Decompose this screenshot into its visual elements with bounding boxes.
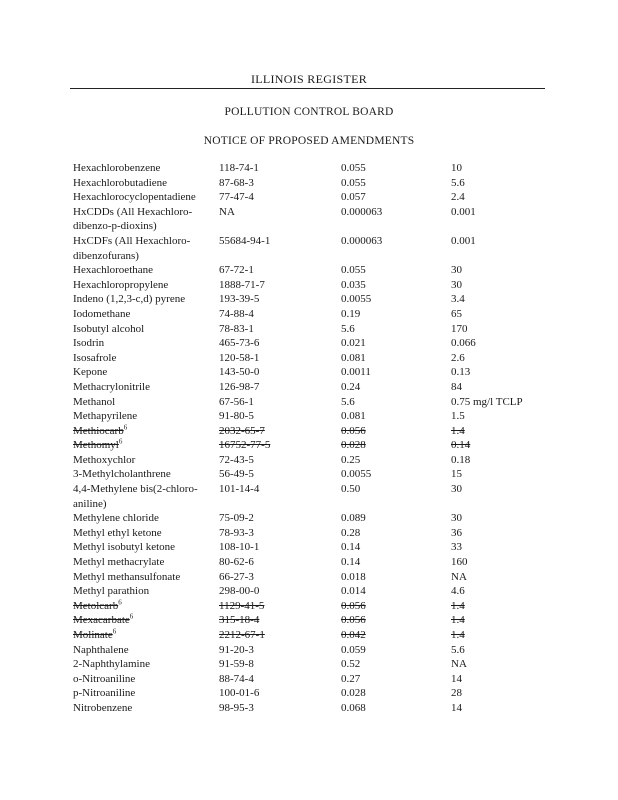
wastewater-standard: 0.28 xyxy=(341,526,361,539)
nonwastewater-standard: 30 xyxy=(451,483,462,496)
constituent-name xyxy=(73,453,219,468)
footnote-marker: 6 xyxy=(123,423,128,432)
wastewater-standard: 0.27 xyxy=(341,672,361,685)
table-row xyxy=(73,322,571,337)
cas-number: 80-62-6 xyxy=(219,556,254,569)
wastewater-standard: 0.055 xyxy=(341,264,366,277)
notice-title: NOTICE OF PROPOSED AMENDMENTS xyxy=(203,135,415,147)
wastewater-standard: 0.0055 xyxy=(341,468,372,481)
constituent-name-text: Methacrylonitrile xyxy=(73,380,150,393)
constituent-name-text: Methylene chloride xyxy=(73,512,159,525)
register-title: ILLINOIS REGISTER xyxy=(250,72,368,86)
constituent-name-text: Indeno (1,2,3-c,d) pyrene xyxy=(73,293,186,306)
nonwastewater-standard: 0.14 xyxy=(451,439,471,452)
constituent-name-text: 2-Naphthylamine xyxy=(73,658,150,671)
wastewater-standard: 0.021 xyxy=(341,337,366,350)
constituent-name xyxy=(73,628,219,643)
cas-number: 2032-65-7 xyxy=(219,424,265,437)
nonwastewater-standard: 1.4 xyxy=(451,424,465,437)
constituent-name-text: Hexachloropropylene xyxy=(73,278,169,291)
constituent-name xyxy=(73,511,219,526)
nonwastewater-standard: 170 xyxy=(451,322,468,335)
cas-number: 78-83-1 xyxy=(219,322,254,335)
constituent-table xyxy=(73,161,571,716)
nonwastewater-standard: 14 xyxy=(451,701,462,714)
wastewater-standard: 0.081 xyxy=(341,410,366,423)
table-row xyxy=(73,380,571,395)
constituent-name-text: Hexachlorobenzene xyxy=(73,162,161,174)
table-row xyxy=(73,438,571,453)
wastewater-standard: 0.000063 xyxy=(341,205,383,218)
constituent-name-text: Naphthalene xyxy=(73,643,129,656)
nonwastewater-standard: 2.4 xyxy=(451,191,465,204)
constituent-name xyxy=(73,438,219,453)
constituent-name xyxy=(73,643,219,658)
constituent-name xyxy=(73,555,219,570)
nonwastewater-standard: 33 xyxy=(451,541,462,554)
wastewater-standard: 0.000063 xyxy=(341,234,383,247)
table-row xyxy=(73,555,571,570)
table-row xyxy=(73,205,571,234)
cas-number: 193-39-5 xyxy=(219,293,260,306)
wastewater-standard: 0.25 xyxy=(341,453,361,466)
cas-number: 16752-77-5 xyxy=(219,439,271,452)
wastewater-standard: 0.24 xyxy=(341,380,361,393)
wastewater-standard: 0.50 xyxy=(341,483,361,496)
table-row xyxy=(73,540,571,555)
wastewater-standard: 0.059 xyxy=(341,643,366,656)
cas-number: 91-80-5 xyxy=(219,410,254,423)
constituent-name xyxy=(73,657,219,672)
constituent-name xyxy=(73,424,219,439)
constituent-name-text: HxCDFs (All Hexachloro-dibenzofurans) xyxy=(73,234,191,262)
nonwastewater-standard: 1.4 xyxy=(451,614,465,627)
wastewater-standard: 0.0011 xyxy=(341,366,371,379)
constituent-name xyxy=(73,599,219,614)
constituent-name xyxy=(73,672,219,687)
constituent-name-text: Nitrobenzene xyxy=(73,701,133,714)
nonwastewater-standard: 1.4 xyxy=(451,629,465,641)
nonwastewater-standard: NA xyxy=(451,570,467,583)
constituent-name-text: Methyl isobutyl ketone xyxy=(73,541,176,554)
wastewater-standard: 0.028 xyxy=(341,439,366,452)
nonwastewater-standard: 0.13 xyxy=(451,366,471,379)
table-row xyxy=(73,351,571,366)
nonwastewater-standard: 30 xyxy=(451,264,462,277)
constituent-name xyxy=(73,409,219,424)
constituent-name-text: Isosafrole xyxy=(73,351,117,364)
nonwastewater-standard: 10 xyxy=(451,162,462,174)
cas-number: 143-50-0 xyxy=(219,366,260,379)
constituent-name xyxy=(73,365,219,380)
constituent-name-text: Hexachlorocyclopentadiene xyxy=(73,191,196,204)
wastewater-standard: 0.056 xyxy=(341,424,366,437)
table-row xyxy=(73,657,571,672)
table-row xyxy=(73,701,571,716)
table-row xyxy=(73,409,571,424)
cas-number: 67-56-1 xyxy=(219,395,254,408)
constituent-name-text: Mexacarbate xyxy=(73,614,130,627)
cas-number: 91-20-3 xyxy=(219,643,254,656)
table-row xyxy=(73,613,571,628)
wastewater-standard: 0.056 xyxy=(341,614,366,627)
cas-number: 72-43-5 xyxy=(219,453,254,466)
footnote-marker: 6 xyxy=(118,437,123,446)
constituent-name-text: Methoxychlor xyxy=(73,453,136,466)
constituent-name-text: Methiocarb xyxy=(73,424,124,437)
constituent-name-text: Methyl methacrylate xyxy=(73,556,165,569)
constituent-name xyxy=(73,322,219,337)
constituent-name xyxy=(73,278,219,293)
cas-number: 77-47-4 xyxy=(219,191,254,204)
cas-number: 55684-94-1 xyxy=(219,234,271,247)
nonwastewater-standard: NA xyxy=(451,658,467,671)
constituent-name-text: Methyl parathion xyxy=(73,585,150,598)
constituent-name xyxy=(73,380,219,395)
table-row xyxy=(73,278,571,293)
constituent-name xyxy=(73,526,219,541)
constituent-name-text: Hexachloroethane xyxy=(73,264,154,277)
nonwastewater-standard: 15 xyxy=(451,468,462,481)
nonwastewater-standard: 3.4 xyxy=(451,293,465,306)
constituent-name-text: Isobutyl alcohol xyxy=(73,322,145,335)
cas-number: 1888-71-7 xyxy=(219,278,265,291)
constituent-name-text: Isodrin xyxy=(73,337,105,350)
table-row xyxy=(73,482,571,511)
constituent-name xyxy=(73,161,219,176)
wastewater-standard: 0.081 xyxy=(341,351,366,364)
cas-number: 56-49-5 xyxy=(219,468,254,481)
cas-number: 87-68-3 xyxy=(219,176,254,189)
constituent-name-text: Methomyl xyxy=(73,439,119,452)
constituent-name xyxy=(73,701,219,716)
cas-number: 1129-41-5 xyxy=(219,599,265,612)
constituent-name xyxy=(73,613,219,628)
wastewater-standard: 0.0055 xyxy=(341,293,372,306)
constituent-name-text: Iodomethane xyxy=(73,307,131,320)
nonwastewater-standard: 5.6 xyxy=(451,643,465,656)
wastewater-standard: 0.19 xyxy=(341,307,361,320)
nonwastewater-standard: 28 xyxy=(451,687,462,700)
wastewater-standard: 0.057 xyxy=(341,191,366,204)
wastewater-standard: 0.14 xyxy=(341,556,361,569)
cas-number: 66-27-3 xyxy=(219,570,254,583)
nonwastewater-standard: 0.066 xyxy=(451,337,476,350)
constituent-name xyxy=(73,176,219,191)
constituent-name xyxy=(73,190,219,205)
table-row xyxy=(73,584,571,599)
constituent-name-text: Methanol xyxy=(73,395,116,408)
cas-number: 120-58-1 xyxy=(219,351,260,364)
constituent-name-text: p-Nitroaniline xyxy=(73,687,136,700)
cas-number: 315-18-4 xyxy=(219,614,260,627)
wastewater-standard: 0.014 xyxy=(341,585,366,598)
cas-number: 465-73-6 xyxy=(219,337,260,350)
constituent-name xyxy=(73,467,219,482)
constituent-name-text: Metolcarb xyxy=(73,599,119,612)
nonwastewater-standard: 65 xyxy=(451,307,462,320)
cas-number: 101-14-4 xyxy=(219,483,260,496)
constituent-name xyxy=(73,686,219,701)
table-row xyxy=(73,511,571,526)
constituent-name xyxy=(73,336,219,351)
nonwastewater-standard: 14 xyxy=(451,672,462,685)
table-row xyxy=(73,467,571,482)
constituent-name xyxy=(73,482,219,511)
footnote-marker: 6 xyxy=(129,612,134,621)
nonwastewater-standard: 36 xyxy=(451,526,462,539)
constituent-name-text: o-Nitroaniline xyxy=(73,672,136,685)
table-row xyxy=(73,234,571,263)
wastewater-standard: 0.018 xyxy=(341,570,366,583)
table-row xyxy=(73,672,571,687)
wastewater-standard: 0.056 xyxy=(341,599,366,612)
cas-number: 118-74-1 xyxy=(219,162,259,174)
table-row xyxy=(73,526,571,541)
table-row xyxy=(73,570,571,585)
cas-number: 88-74-4 xyxy=(219,672,254,685)
wastewater-standard: 0.089 xyxy=(341,512,366,525)
constituent-name xyxy=(73,570,219,585)
nonwastewater-standard: 1.4 xyxy=(451,599,465,612)
table-row xyxy=(73,263,571,278)
constituent-name xyxy=(73,540,219,555)
constituent-name xyxy=(73,395,219,410)
constituent-name-text: Methapyrilene xyxy=(73,410,138,423)
table-row xyxy=(73,424,571,439)
nonwastewater-standard: 1.5 xyxy=(451,410,465,423)
constituent-name xyxy=(73,234,219,263)
table-row xyxy=(73,686,571,701)
wastewater-standard: 0.035 xyxy=(341,278,366,291)
cas-number: 78-93-3 xyxy=(219,526,254,539)
nonwastewater-standard: 2.6 xyxy=(451,351,465,364)
table-row xyxy=(73,643,571,658)
wastewater-standard: 0.028 xyxy=(341,687,366,700)
constituent-name-text: Hexachlorobutadiene xyxy=(73,176,168,189)
table-row xyxy=(73,176,571,191)
cas-number: 126-98-7 xyxy=(219,380,260,393)
cas-number: 100-01-6 xyxy=(219,687,260,700)
table-row xyxy=(73,365,571,380)
cas-number: 67-72-1 xyxy=(219,264,254,277)
wastewater-standard: 0.52 xyxy=(341,658,361,671)
nonwastewater-standard: 0.18 xyxy=(451,453,471,466)
nonwastewater-standard: 30 xyxy=(451,512,462,525)
constituent-name-text: Molinate xyxy=(73,629,113,641)
constituent-name xyxy=(73,263,219,278)
constituent-name-text: 4,4-Methylene bis(2-chloro-aniline) xyxy=(73,483,198,510)
table-row xyxy=(73,292,571,307)
table-row xyxy=(73,628,571,643)
nonwastewater-standard: 0.001 xyxy=(451,205,476,218)
cas-number: 98-95-3 xyxy=(219,701,254,714)
cas-number: 75-09-2 xyxy=(219,512,254,525)
constituent-name xyxy=(73,307,219,322)
constituent-name xyxy=(73,351,219,366)
footnote-marker: 6 xyxy=(112,627,117,636)
footnote-marker: 6 xyxy=(118,598,122,607)
constituent-name-text: HxCDDs (All Hexachloro-dibenzo-p-dioxins) xyxy=(73,205,193,233)
table-row xyxy=(73,453,571,468)
nonwastewater-standard: 4.6 xyxy=(451,585,465,598)
constituent-name xyxy=(73,292,219,307)
wastewater-standard: 0.068 xyxy=(341,701,366,714)
constituent-name-text: Methyl methansulfonate xyxy=(73,570,181,583)
table-row xyxy=(73,190,571,205)
nonwastewater-standard: 84 xyxy=(451,380,462,393)
cas-number: NA xyxy=(219,205,235,218)
nonwastewater-standard: 160 xyxy=(451,556,468,569)
nonwastewater-standard: 30 xyxy=(451,278,462,291)
constituent-name xyxy=(73,584,219,599)
nonwastewater-standard: 0.75 mg/l TCLP xyxy=(451,395,523,408)
table-row xyxy=(73,336,571,351)
cas-number: 108-10-1 xyxy=(219,541,260,554)
nonwastewater-standard: 5.6 xyxy=(451,176,465,189)
cas-number: 91-59-8 xyxy=(219,658,254,671)
wastewater-standard: 0.055 xyxy=(341,162,366,174)
constituent-name xyxy=(73,205,219,234)
table-row xyxy=(73,161,571,176)
cas-number: 298-00-0 xyxy=(219,585,260,598)
constituent-name-text: Kepone xyxy=(73,366,108,379)
cas-number: 2212-67-1 xyxy=(219,629,265,641)
cas-number: 74-88-4 xyxy=(219,307,254,320)
constituent-name-text: 3-Methylcholanthrene xyxy=(73,468,171,481)
table-row xyxy=(73,599,571,614)
board-name: POLLUTION CONTROL BOARD xyxy=(224,106,394,118)
table-row xyxy=(73,395,571,410)
wastewater-standard: 5.6 xyxy=(341,322,355,335)
constituent-name-text: Methyl ethyl ketone xyxy=(73,526,162,539)
wastewater-standard: 0.14 xyxy=(341,541,361,554)
wastewater-standard: 5.6 xyxy=(341,395,355,408)
wastewater-standard: 0.055 xyxy=(341,176,366,189)
nonwastewater-standard: 0.001 xyxy=(451,234,476,247)
table-row xyxy=(73,307,571,322)
header-rule xyxy=(70,88,545,89)
wastewater-standard: 0.042 xyxy=(341,629,366,641)
